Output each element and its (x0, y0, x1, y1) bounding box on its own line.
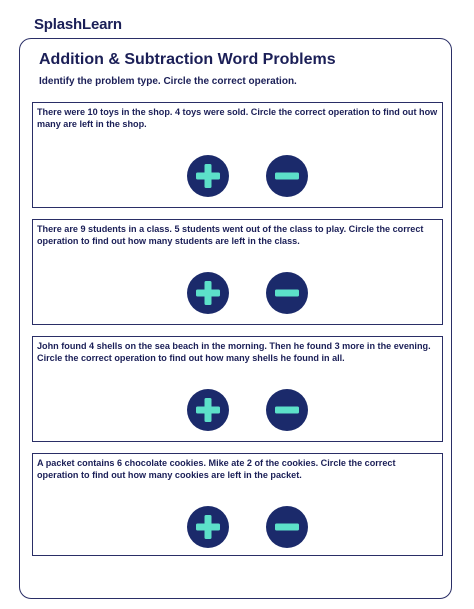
plus-option[interactable] (187, 389, 229, 431)
minus-icon (266, 389, 308, 431)
page-title: Addition & Subtraction Word Problems (39, 51, 336, 68)
plus-icon (187, 272, 229, 314)
minus-option[interactable] (266, 272, 308, 314)
problem-text: John found 4 shells on the sea beach in the morning. Then he found 3 more in the evening. Circle the correct operation to find out how many shells he found in all. (37, 341, 431, 363)
plus-icon (187, 155, 229, 197)
problem-text: There are 9 students in a class. 5 students went out of the class to play. Circle the correct operation to find out how many students are left in the class. (37, 224, 424, 246)
problem-card-1 (32, 102, 443, 208)
plus-option[interactable] (187, 506, 229, 548)
minus-option[interactable] (266, 389, 308, 431)
minus-option[interactable] (266, 506, 308, 548)
brand-logo: SplashLearn (34, 16, 122, 33)
instruction-text: Identify the problem type. Circle the correct operation. (39, 76, 297, 87)
plus-icon (187, 389, 229, 431)
problem-card-3 (32, 336, 443, 442)
minus-icon (266, 506, 308, 548)
problem-text: A packet contains 6 chocolate cookies. Mike ate 2 of the cookies. Circle the correct operation to find out how many cookies are left in the packet. (37, 458, 396, 480)
problem-text: There were 10 toys in the shop. 4 toys were sold. Circle the correct operation to find out how many are left in the shop. (37, 107, 438, 129)
minus-option[interactable] (266, 155, 308, 197)
plus-option[interactable] (187, 155, 229, 197)
plus-icon (187, 506, 229, 548)
minus-icon (266, 272, 308, 314)
minus-icon (266, 155, 308, 197)
plus-option[interactable] (187, 272, 229, 314)
worksheet (19, 38, 452, 599)
problem-card-2 (32, 219, 443, 325)
problem-card-4 (32, 453, 443, 556)
